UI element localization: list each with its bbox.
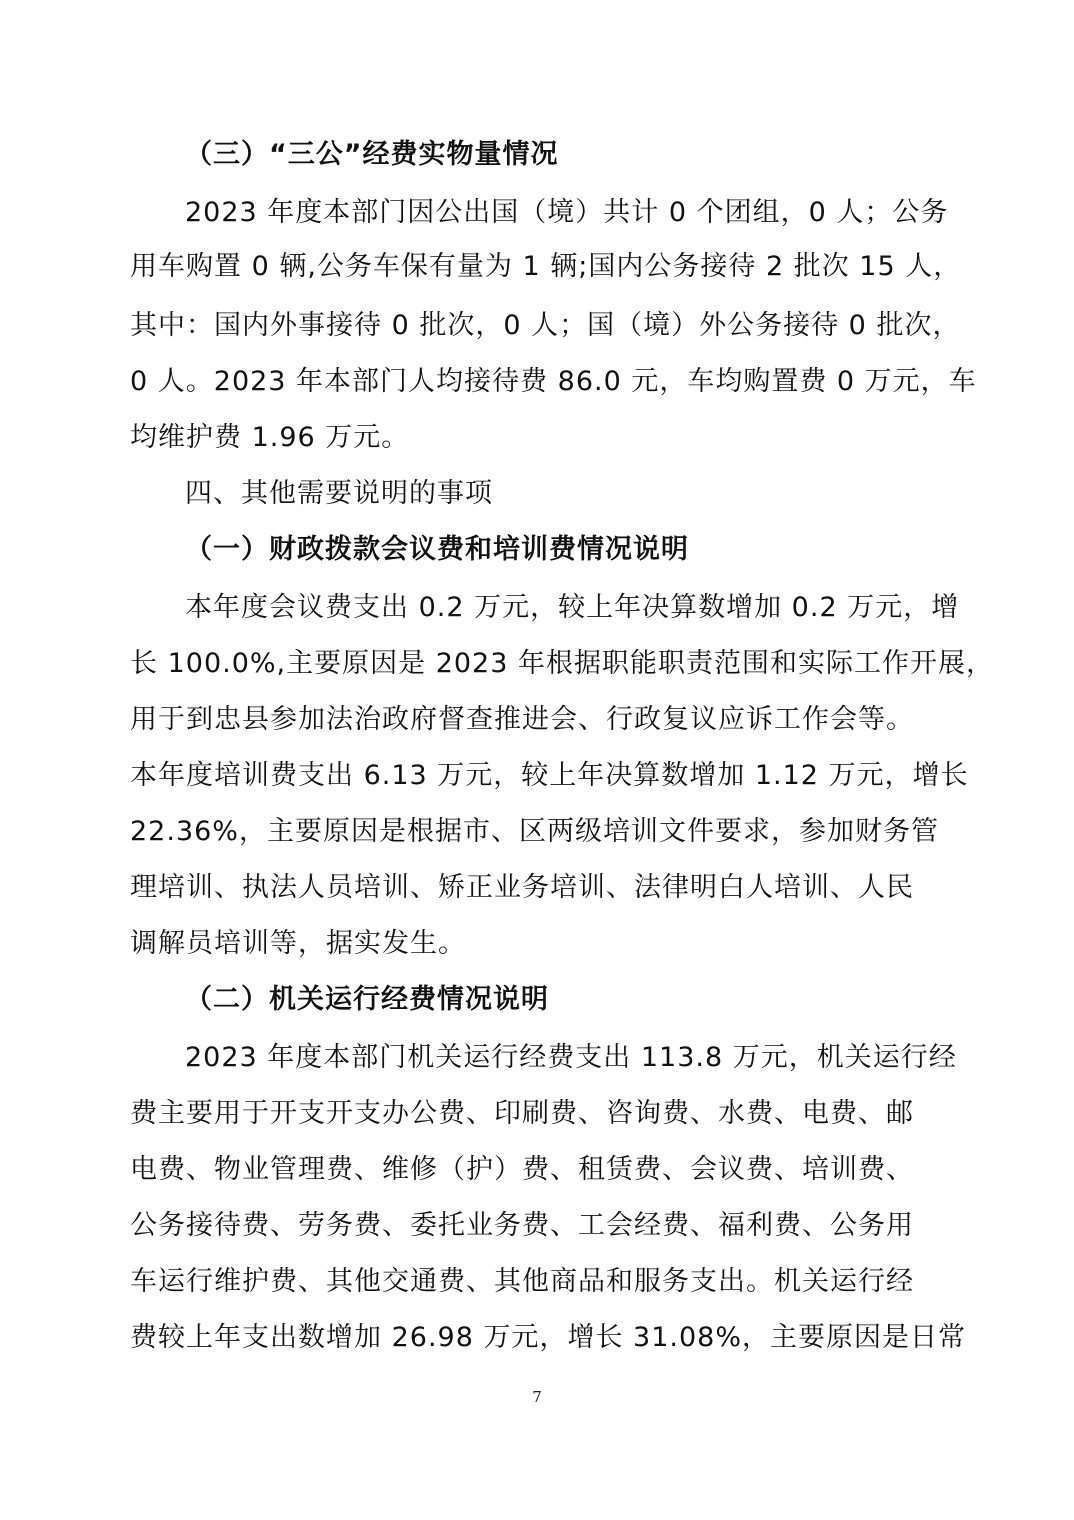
paragraph-line: 用于到忠县参加法治政府督查推进会、行政复议应诉工作会等。 <box>130 704 914 735</box>
paragraph-line: 均维护费 1.96 万元。 <box>130 422 410 453</box>
paragraph-line: 22.36%，主要原因是根据市、区两级培训文件要求，参加财务管 <box>130 816 939 847</box>
paragraph-line: 理培训、执法人员培训、矫正业务培训、法律明白人培训、人民 <box>130 872 914 903</box>
sub-2-heading: （二）机关运行经费情况说明 <box>185 984 549 1015</box>
paragraph-line: 车运行维护费、其他交通费、其他商品和服务支出。机关运行经 <box>130 1266 914 1297</box>
section-3-heading: （三）“三公”经费实物量情况 <box>185 139 559 170</box>
paragraph-line: 费较上年支出数增加 26.98 万元，增长 31.08%，主要原因是日常 <box>130 1322 966 1353</box>
paragraph-line: 长 100.0%,主要原因是 2023 年根据职能职责范围和实际工作开展， <box>130 648 994 679</box>
paragraph-line: 2023 年度本部门机关运行经费支出 113.8 万元，机关运行经 <box>185 1042 957 1073</box>
paragraph-line: 0 人。2023 年本部门人均接待费 86.0 元，车均购置费 0 万元，车 <box>130 366 977 397</box>
paragraph-line: 本年度会议费支出 0.2 万元，较上年决算数增加 0.2 万元，增 <box>185 592 960 623</box>
paragraph-line: 公务接待费、劳务费、委托业务费、工会经费、福利费、公务用 <box>130 1210 914 1241</box>
paragraph-line: 调解员培训等，据实发生。 <box>130 928 466 959</box>
paragraph-line: 电费、物业管理费、维修（护）费、租赁费、会议费、培训费、 <box>130 1154 914 1185</box>
paragraph-line: 用车购置 0 辆,公务车保有量为 1 辆;国内公务接待 2 批次 15 人， <box>130 251 962 282</box>
paragraph-line: 2023 年度本部门因公出国（境）共计 0 个团组，0 人；公务 <box>185 197 949 228</box>
sub-1-heading: （一）财政拨款会议费和培训费情况说明 <box>185 534 689 565</box>
paragraph-line: 费主要用于开支开支办公费、印刷费、咨询费、水费、电费、邮 <box>130 1098 914 1129</box>
page-number: 7 <box>532 1388 542 1406</box>
part-4-heading: 四、其他需要说明的事项 <box>185 478 493 509</box>
paragraph-line: 本年度培训费支出 6.13 万元，较上年决算数增加 1.12 万元，增长 <box>130 760 969 791</box>
paragraph-line: 其中：国内外事接待 0 批次，0 人；国（境）外公务接待 0 批次， <box>130 310 961 341</box>
